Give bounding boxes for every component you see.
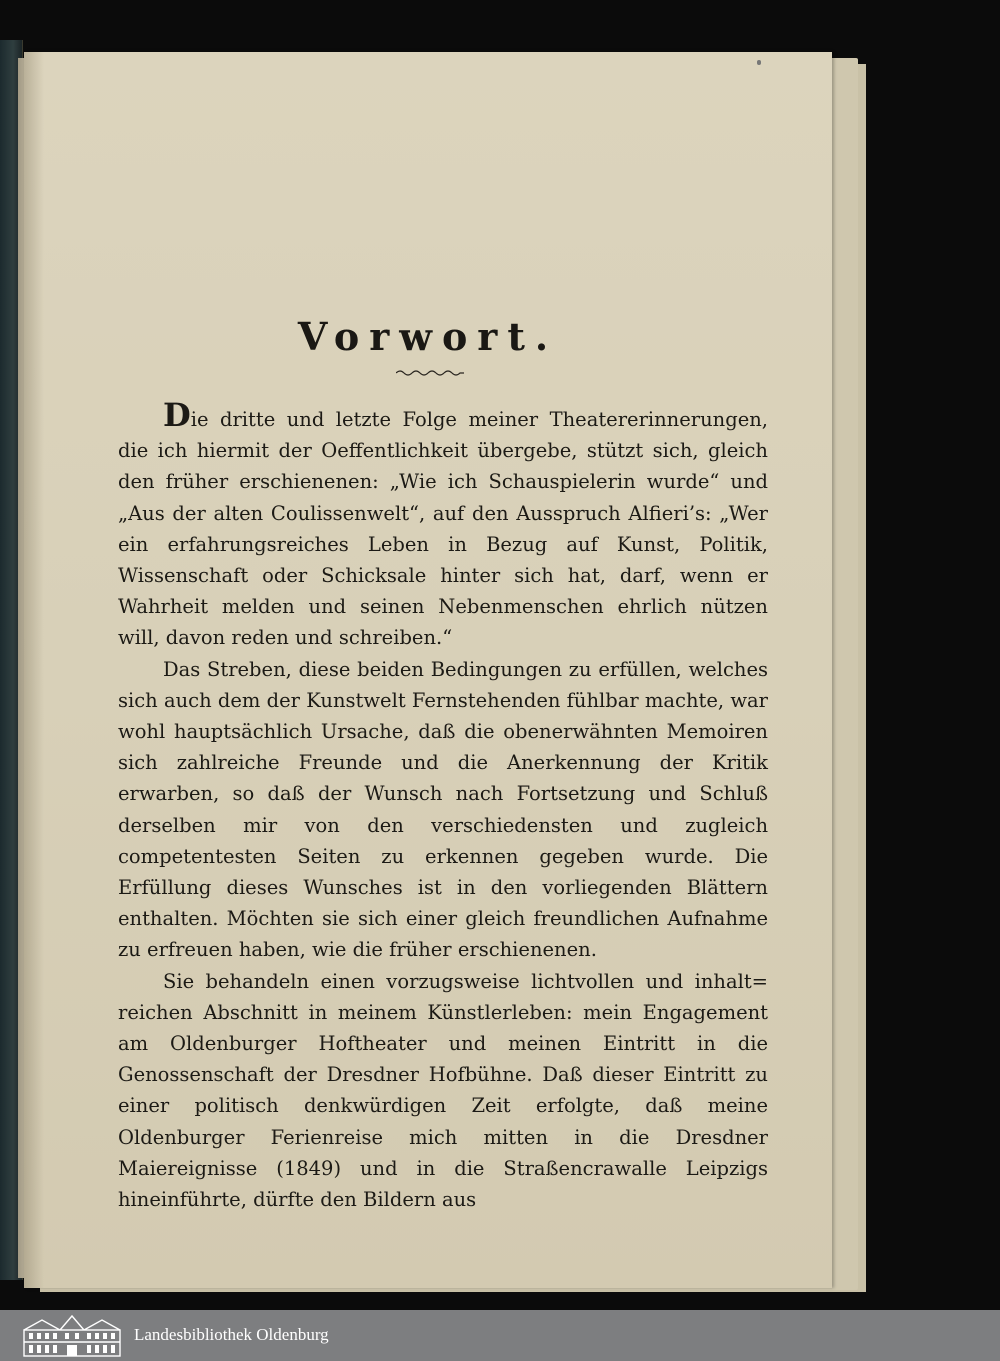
page-title: Vorwort. [297,314,559,359]
title-ornament-icon [396,368,464,378]
footer-bar [0,1310,1000,1361]
library-building-icon [22,1314,122,1358]
paragraph-text: ie dritte und letzte Folge meiner Theatererinnerungen, die ich hiermit der Oeffentlichkeit übergebe, stützt sich, gleich den früher erschienenen: „Wie ich Schauspielerin wurde“ und „Aus der alten Coulissenwelt“, auf den Ausspruch Alfieri’s: „Wer ein erfahrungsreiches Leben in Bezug auf Kunst, Politik, Wissenschaft oder Schicksale hinter sich hat, darf, wenn er Wahrheit melden und seinen Nebenmenschen ehrlich nützen will, davon reden und schreiben.“ [118,408,768,650]
body-text [118,396,768,1215]
paragraph: Das Streben, diese beiden Bedingungen zu erfüllen, welches sich auch dem der Kunstwelt Fernstehenden fühlbar machte, war wohl hauptsächlich Ursache, daß die obenerwähnten Memoiren sich zahlreiche Freunde und die Anerkennung der Kritik erwarben, so daß der Wunsch nach Fortsetzung und Schluß derselben mir von den verschiedensten und zugleich competentesten Seiten zu erkennen gegeben wurde. Die Erfüllung dieses Wunsches ist in den vorliegenden Blättern enthalten. Möchten sie sich einer gleich freundlichen Aufnahme zu erfreuen haben, wie die früher erschienenen. [118,657,768,962]
footer-library-name: Landesbibliothek Oldenburg [134,1325,329,1344]
paragraph [118,396,768,654]
paper-speck [757,60,761,65]
book-page [24,52,832,1288]
drop-cap: D [163,396,191,434]
paragraph: Sie behandeln einen vorzugsweise lichtvollen und inhalt= reichen Abschnitt in meinem Künstlerleben: mein Engagement am Oldenburger Hoftheater und meinen Eintritt in die Genossenschaft der Dresdner Hofbühne. Daß dieser Eintritt zu einer politisch denkwürdigen Zeit erfolgte, daß meine Oldenburger Ferienreise mich mitten in die Dresdner Maiereignisse (1849) und in die Straßencrawalle Leipzigs hineinführte, dürfte den Bildern aus [118,969,768,1212]
